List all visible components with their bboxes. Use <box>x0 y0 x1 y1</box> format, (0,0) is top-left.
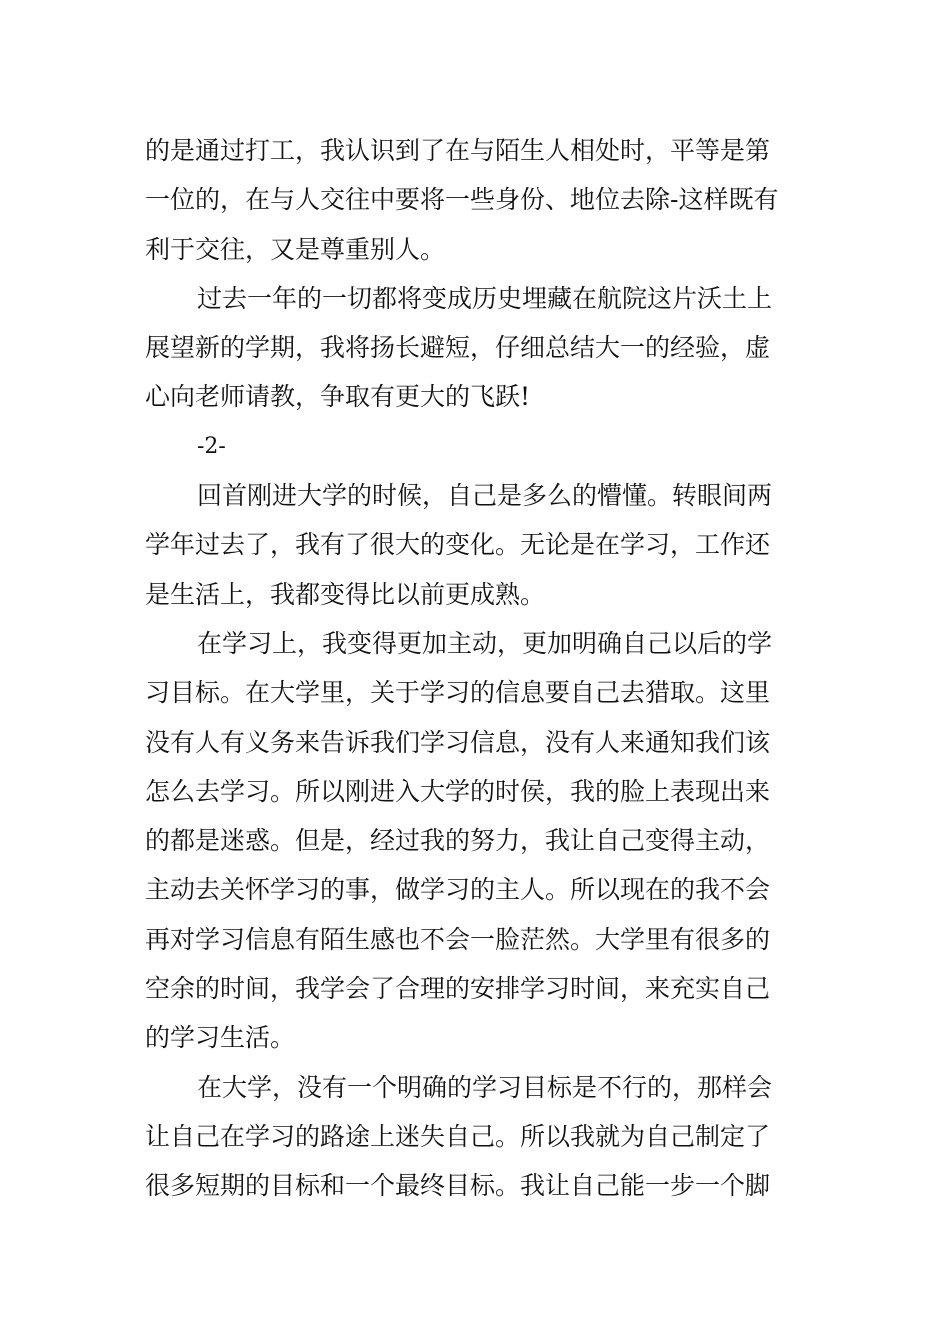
text-line: 展望新的学期，我将扬长避短，仔细总结大一的经验，虚 <box>145 333 771 363</box>
paragraph-first-line: 在大学，没有一个明确的学习目标是不行的，那样会 <box>197 1072 773 1102</box>
paragraph-first-line: 在学习上，我变得更加主动，更加明确自己以后的学 <box>197 628 773 658</box>
text-line: 怎么去学习。所以刚进入大学的时侯，我的脸上表现出来 <box>145 776 771 806</box>
text-line: 心向老师请教，争取有更大的飞跃! <box>145 382 531 412</box>
text-line: 很多短期的目标和一个最终目标。我让自己能一步一个脚 <box>145 1171 771 1201</box>
text-line: 一位的，在与人交往中要将一些身份、地位去除-这样既有 <box>145 185 779 215</box>
text-line: 再对学习信息有陌生感也不会一脸茫然。大学里有很多的 <box>145 924 771 954</box>
body-text <box>145 126 815 1211</box>
text-line: 没有人有义务来告诉我们学习信息，没有人来通知我们该 <box>145 727 771 757</box>
text-line: 利于交往，又是尊重别人。 <box>145 234 446 264</box>
text-line: 学年过去了，我有了很大的变化。无论是在学习，工作还 <box>145 530 771 560</box>
text-line: 空余的时间，我学会了合理的安排学习时间，来充实自己 <box>145 974 771 1004</box>
text-line: 是生活上，我都变得比以前更成熟。 <box>145 579 546 609</box>
text-line: 的是通过打工，我认识到了在与陌生人相处时，平等是第 <box>145 136 771 165</box>
text-line: 习目标。在大学里，关于学习的信息要自己去猎取。这里 <box>145 678 771 708</box>
text-line: 的都是迷惑。但是，经过我的努力，我让自己变得主动， <box>145 826 771 856</box>
section-number: -2- <box>197 433 226 459</box>
paragraph-first-line: 回首刚进大学的时候，自己是多么的懵懂。转眼间两 <box>197 481 773 511</box>
paragraph-first-line: 过去一年的一切都将变成历史埋藏在航院这片沃土上 <box>197 283 773 313</box>
text-line: 让自己在学习的路途上迷失自己。所以我就为自己制定了 <box>145 1121 771 1151</box>
text-line: 主动去关怀学习的事，做学习的主人。所以现在的我不会 <box>145 875 771 905</box>
text-line: 的学习生活。 <box>145 1023 296 1053</box>
